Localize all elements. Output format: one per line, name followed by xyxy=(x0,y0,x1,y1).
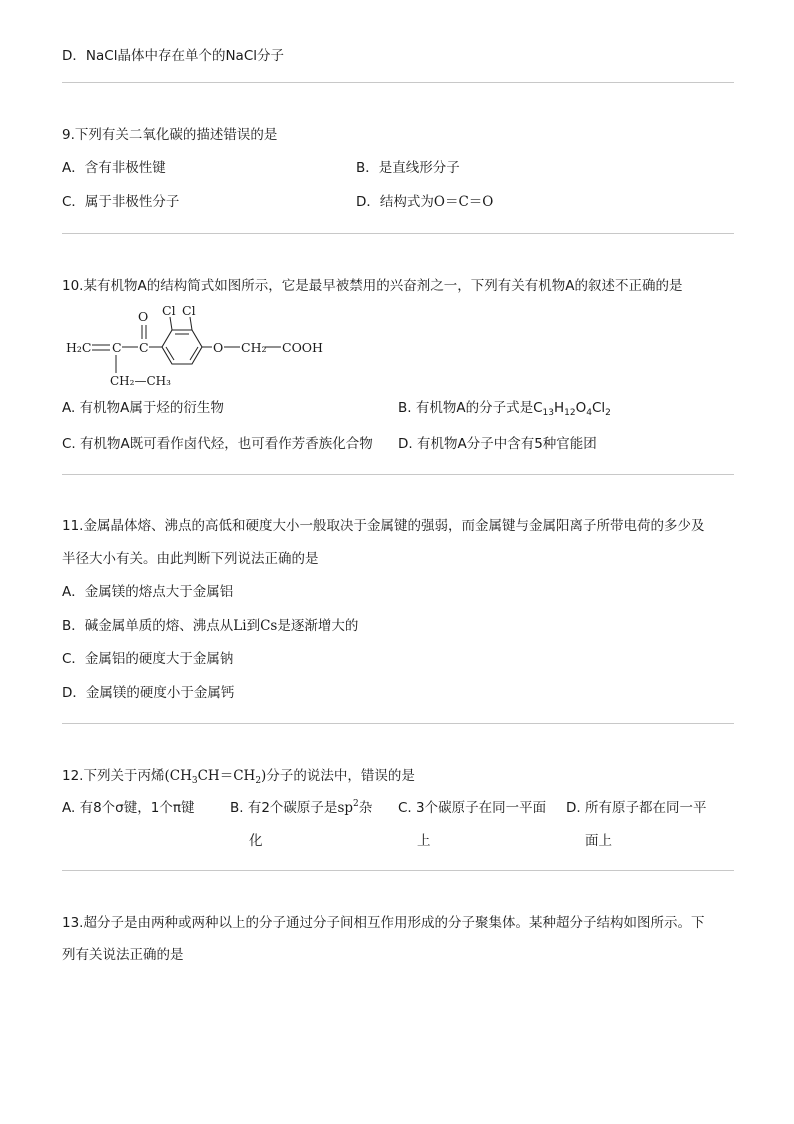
q11-stem-line1: 11.金属晶体熔、沸点的高低和硬度大小一般取决于金属键的强弱，而金属键与金属阳离子所带电荷的多少及 xyxy=(62,518,705,534)
q10-option-b: B. 有机物A的分子式是$C_{13}H_{12}O_4Cl_2$ xyxy=(398,400,611,418)
q12-stem: 12.下列关于丙烯$(CH_3CH=CH_2)$分子的说法中，错误的是 xyxy=(62,768,415,786)
co2-structural-formula: O＝C＝O xyxy=(433,194,494,210)
q12-option-b: B. 有2个碳原子是$sp^2$杂 xyxy=(230,799,373,816)
q12-option-b-cont: 化 xyxy=(249,833,263,849)
struct-cl-1: Cl xyxy=(162,303,176,318)
q11-stem-line2: 半径大小有关。由此判断下列说法正确的是 xyxy=(62,551,319,567)
q10-stem: 10.某有机物A的结构简式如图所示，它是最早被禁用的兴奋剂之一，下列有关有机物A的叙述不正确的是 xyxy=(62,278,683,294)
q13-stem-line2: 列有关说法正确的是 xyxy=(62,947,184,963)
q12-option-d-cont: 面上 xyxy=(585,833,612,849)
q11-option-a: A．金属镁的熔点大于金属铝 xyxy=(62,584,234,600)
separator xyxy=(62,82,734,83)
q11-option-b: B．碱金属单质的熔、沸点从Li到Cs是逐渐增大的 xyxy=(62,618,359,634)
struct-h2c: H₂C xyxy=(66,340,92,355)
struct-o-carbonyl: O xyxy=(138,309,149,324)
q9-option-c: C．属于非极性分子 xyxy=(62,194,180,210)
q8-option-d: D．NaCl晶体中存在单个的NaCl分子 xyxy=(62,48,284,64)
q9-option-b: B．是直线形分子 xyxy=(356,160,460,176)
q10-option-a: A. 有机物A属于烃的衍生物 xyxy=(62,400,224,416)
propene-formula: $(CH_3CH=CH_2)$ xyxy=(164,768,267,786)
struct-o-ether: O xyxy=(213,340,224,355)
q9-stem: 9.下列有关二氧化碳的描述错误的是 xyxy=(62,127,278,143)
struct-c2: C xyxy=(139,340,149,355)
q10-option-c: C. 有机物A既可看作卤代烃，也可看作芳香族化合物 xyxy=(62,436,373,452)
q10-option-d: D. 有机物A分子中含有5种官能团 xyxy=(398,436,597,452)
q12-option-a: A. 有8个σ键，1个π键 xyxy=(62,800,195,816)
q11-option-c: C．金属铝的硬度大于金属钠 xyxy=(62,651,234,667)
q12-option-c-cont: 上 xyxy=(417,833,431,849)
struct-cl-2: Cl xyxy=(182,303,196,318)
q9-option-a: A．含有非极性键 xyxy=(62,160,166,176)
q11-option-d: D．金属镁的硬度小于金属钙 xyxy=(62,685,235,701)
struct-c1: C xyxy=(112,340,122,355)
separator xyxy=(62,233,734,234)
struct-ethyl: CH₂—CH₃ xyxy=(110,374,171,388)
q13-stem-line1: 13.超分子是由两种或两种以上的分子通过分子间相互作用形成的分子聚集体。某种超分子结构如图所示。下 xyxy=(62,915,705,931)
struct-cooh: COOH xyxy=(282,340,323,355)
q12-option-d: D. 所有原子都在同一平 xyxy=(566,800,707,816)
q10-structure-diagram xyxy=(62,303,332,391)
q12-option-c: C. 3个碳原子在同一平面 xyxy=(398,800,547,816)
struct-ch2: CH₂ xyxy=(241,340,267,355)
separator xyxy=(62,474,734,475)
separator xyxy=(62,870,734,871)
q9-option-d: D．结构式为O＝C＝O xyxy=(356,194,494,210)
separator xyxy=(62,723,734,724)
